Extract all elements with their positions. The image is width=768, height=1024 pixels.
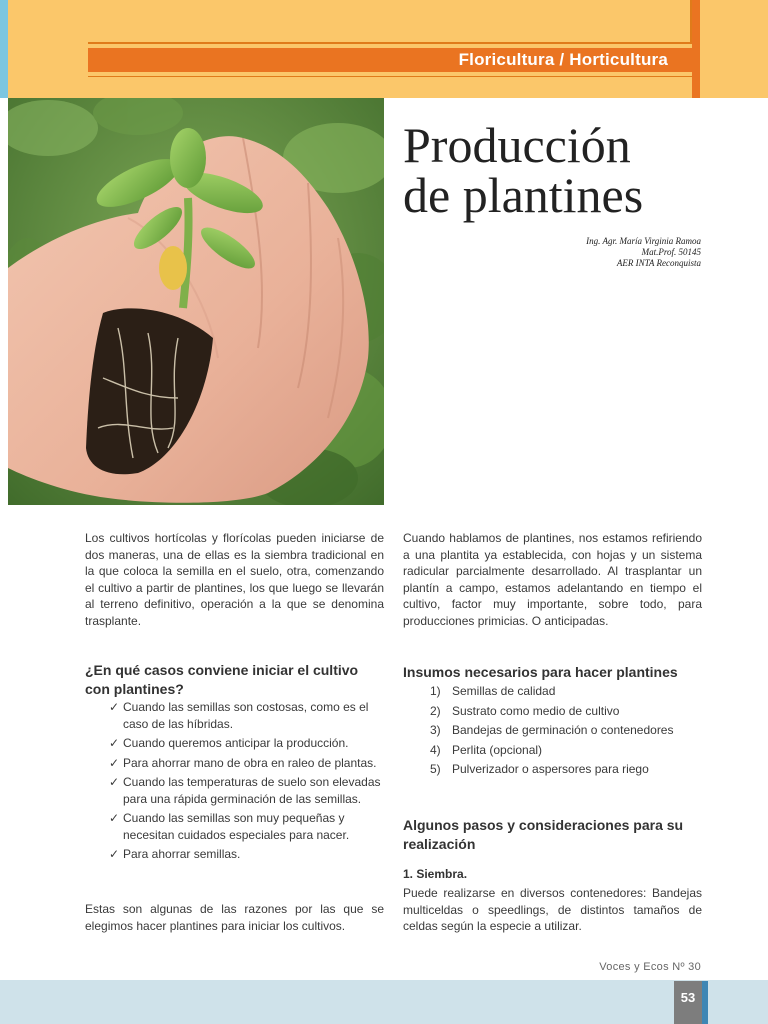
cases-list (107, 699, 384, 866)
header-rule-bottom (88, 76, 692, 77)
list-item: 2) Sustrato como medio de cultivo (430, 703, 620, 718)
insumos-heading: Insumos necesarios para hacer plantines (403, 664, 678, 680)
check-icon: ✓ (109, 700, 120, 714)
section-title: Floricultura / Horticultura (458, 50, 668, 69)
cases-heading: ¿En qué casos conviene iniciar el cultivo con plantines? (85, 662, 359, 697)
magazine-issue: Voces y Ecos Nº 30 (599, 961, 701, 973)
list-item: 5) Pulverizador o aspersores para riego (430, 762, 649, 776)
plantin-photo (8, 98, 384, 505)
page-number-box (674, 981, 702, 1024)
insumos-list (430, 683, 702, 781)
list-item: ✓ Cuando las semillas son costosas, como es el caso de las híbridas. (109, 700, 369, 731)
check-icon: ✓ (109, 775, 120, 789)
list-item: ✓ Cuando las semillas son muy pequeñas y necesitan cuidados especiales para nacer. (109, 811, 350, 842)
check-icon: ✓ (109, 736, 120, 750)
list-item: ✓ Para ahorrar mano de obra en raleo de plantas. (109, 755, 377, 770)
list-item: 4) Perlita (opcional) (430, 742, 543, 757)
list-item: 3) Bandejas de germinación o contenedores (430, 723, 674, 737)
intro-paragraph-left: Los cultivos hortícolas y florícolas pueden iniciarse de dos maneras, una de ellas es la siembra tradicional en la que coloca la semilla en el suelo, otra, comenzando el cultivo a partir de plantines, los que luego se llevarán al terreno definitivo, operación a la que se denomina trasplante. (85, 531, 384, 628)
closing-paragraph-left: Estas son algunas de las razones por las que se elegimos hacer plantines para iniciar los cultivos. (85, 902, 384, 933)
footer-band (0, 980, 768, 1024)
article-title (403, 117, 743, 223)
author-byline (586, 236, 701, 269)
check-icon: ✓ (109, 847, 120, 861)
check-icon: ✓ (109, 811, 120, 825)
title-line-1: Producción (403, 117, 631, 173)
list-item: ✓ Cuando las temperaturas de suelo son elevadas para una rápida germinación de las semillas. (109, 775, 381, 806)
author-name: Ing. Agr. María Virginia Ramoa (586, 236, 701, 246)
header-orange-bar-vertical (692, 0, 700, 98)
list-item: ✓ Cuando queremos anticipar la producción. (109, 736, 349, 750)
siembra-paragraph: Puede realizarse en diversos contenedores: Bandejas multiceldas o speedlings, de distintos tamaños de celdas según la especie a utilizar. (403, 886, 702, 933)
header-rule-top (88, 42, 690, 44)
page-number: 53 (680, 990, 696, 1005)
intro-paragraph-right: Cuando hablamos de plantines, nos estamos refiriendo a una plantita ya establecida, con hojas y un sistema radicular parcialmente desarrollado. Al trasplantar un plantín a campo, estamos adelantando en tiempo el cultivo, factor muy importante, sobre todo, para producciones primicias. O anticipadas. (403, 531, 702, 628)
pasos-heading: Algunos pasos y consideraciones para su realización (403, 817, 684, 852)
header-blue-edge (0, 0, 8, 98)
page-number-strip (702, 981, 708, 1024)
author-registration: Mat.Prof. 50145 (641, 247, 701, 257)
list-item: ✓ Para ahorrar semillas. (109, 847, 241, 861)
siembra-heading: 1. Siembra. (403, 867, 468, 881)
author-institution: AER INTA Reconquista (616, 258, 701, 268)
list-item: 1) Semillas de calidad (430, 684, 556, 698)
check-icon: ✓ (109, 755, 120, 770)
title-line-2: de plantines (403, 167, 644, 223)
